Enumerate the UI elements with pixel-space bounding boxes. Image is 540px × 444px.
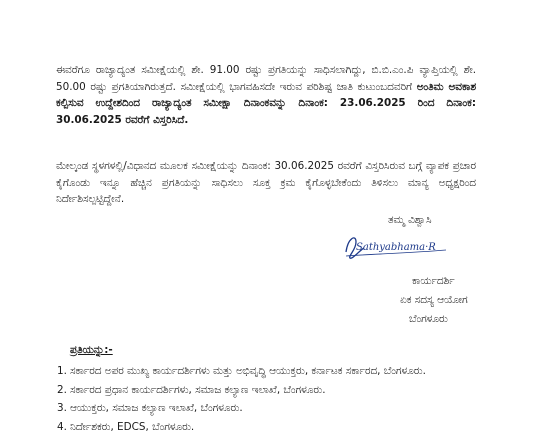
signatory-city: ಬೆಂಗಳೂರು xyxy=(409,313,448,325)
list-item-text: ನಿರ್ದೇಶಕರು, EDCS, ಬೆಂಗಳೂರು. xyxy=(70,420,195,433)
list-item-number: 1. xyxy=(57,365,67,377)
list-item-text: ಸರ್ಕಾರದ ಪ್ರಧಾನ ಕಾರ್ಯದರ್ಶಿಗಳು, ಸಮಾಜ ಕಲ್ಯಾಣ ಇಲಾಖೆ, ಬೆಂಗಳೂರು. xyxy=(70,383,326,396)
copy-to-list xyxy=(57,362,527,436)
survey-extension-notice: ಅಂತಿಮ ಅವಕಾಶ ಕಲ್ಪಿಸುವ ಉದ್ದೇಶದಿಂದ ರಾಜ್ಯಾದ್ಯಂತ ಸಮೀಕ್ಷಾ ದಿನಾಂಕವನ್ನು ದಿನಾಂಕ: 23.06.2025 ರಿಂದ ದಿನಾಂಕ: 30.06.2025 ರವರೆಗೆ ವಿಸ್ತರಿಸಿದೆ. xyxy=(56,80,477,126)
list-item-number: 4. xyxy=(57,420,67,433)
closing-salutation: ತಮ್ಮ ವಿಶ್ವಾಸಿ xyxy=(388,214,432,226)
list-item-number: 3. xyxy=(57,402,67,414)
list-item xyxy=(57,362,527,381)
directive-paragraph: ಮೇಲ್ಕಂಡ ಸ್ಥಳಗಳಲ್ಲಿ/ವಿಧಾನದ ಮೂಲಕ ಸಮೀಕ್ಷೆಯನ್ನು ದಿನಾಂಕ: 30.06.2025 ರವರೆಗೆ ವಿಸ್ತರಿಸಿರುವ ಬಗ್ಗೆ ವ್ಯಾಪಕ ಪ್ರಚಾರ ಕೈಗೊಂಡು ಇನ್ನೂ ಹೆಚ್ಚಿನ ಪ್ರಗತಿಯನ್ನು ಸಾಧಿಸಲು ಸೂಕ್ತ ಕ್ರಮ ಕೈಗೊಳ್ಳಬೇಕೆಂದು ತಿಳಿಸಲು ಮಾನ್ಯ ಅಧ್ಯಕ್ಷರಿಂದ ನಿರ್ದೇಶಿಸಲ್ಪಟ್ಟಿದ್ದೇನೆ. xyxy=(56,160,476,205)
list-item-text: ಆಯುಕ್ತರು, ಸಮಾಜ ಕಲ್ಯಾಣ ಇಲಾಖೆ, ಬೆಂಗಳೂರು. xyxy=(70,402,243,414)
list-item xyxy=(57,399,527,418)
list-item-number: 2. xyxy=(57,383,67,396)
list-item xyxy=(57,381,527,400)
progress-paragraph xyxy=(56,62,476,128)
copy-to-heading: ಪ್ರತಿಯನ್ನು:- xyxy=(70,344,113,356)
signatory-office: ಏಕ ಸದಸ್ಯ ಆಯೋಗ xyxy=(400,294,468,306)
list-item-text: ಸರ್ಕಾರದ ಅಪರ ಮುಖ್ಯ ಕಾರ್ಯದರ್ಶಿಗಳು ಮತ್ತು ಅಭಿವೃದ್ಧಿ ಆಯುಕ್ತರು, ಕರ್ನಾಟಕ ಸರ್ಕಾರದ, ಬೆಂಗಳೂರು. xyxy=(70,365,426,377)
signatory-designation: ಕಾರ್ಯದರ್ಶಿ xyxy=(412,275,455,287)
list-item xyxy=(57,418,527,437)
signature-text: Sathyabhama·R xyxy=(356,242,436,253)
progress-paragraph-intro: ಈವರೆಗೂ ರಾಜ್ಯಾದ್ಯಂತ ಸಮೀಕ್ಷೆಯಲ್ಲಿ ಶೇ. 91.00 ರಷ್ಟು ಪ್ರಗತಿಯನ್ನು ಸಾಧಿಸಲಾಗಿದ್ದು, ಬಿ.ಬಿ.ಎಂ.ಪಿ ವ್ಯಾಪ್ತಿಯಲ್ಲಿ ಶೇ. 50.00 ರಷ್ಟು ಪ್ರಗತಿಯಾಗಿರುತ್ತದೆ. ಸಮೀಕ್ಷೆಯಲ್ಲಿ ಭಾಗವಹಿಸದೇ ಇರುವ ಪರಿಶಿಷ್ಟ ಜಾತಿ ಕುಟುಂಬದವರಿಗೆ xyxy=(56,64,476,93)
signature xyxy=(342,228,452,264)
